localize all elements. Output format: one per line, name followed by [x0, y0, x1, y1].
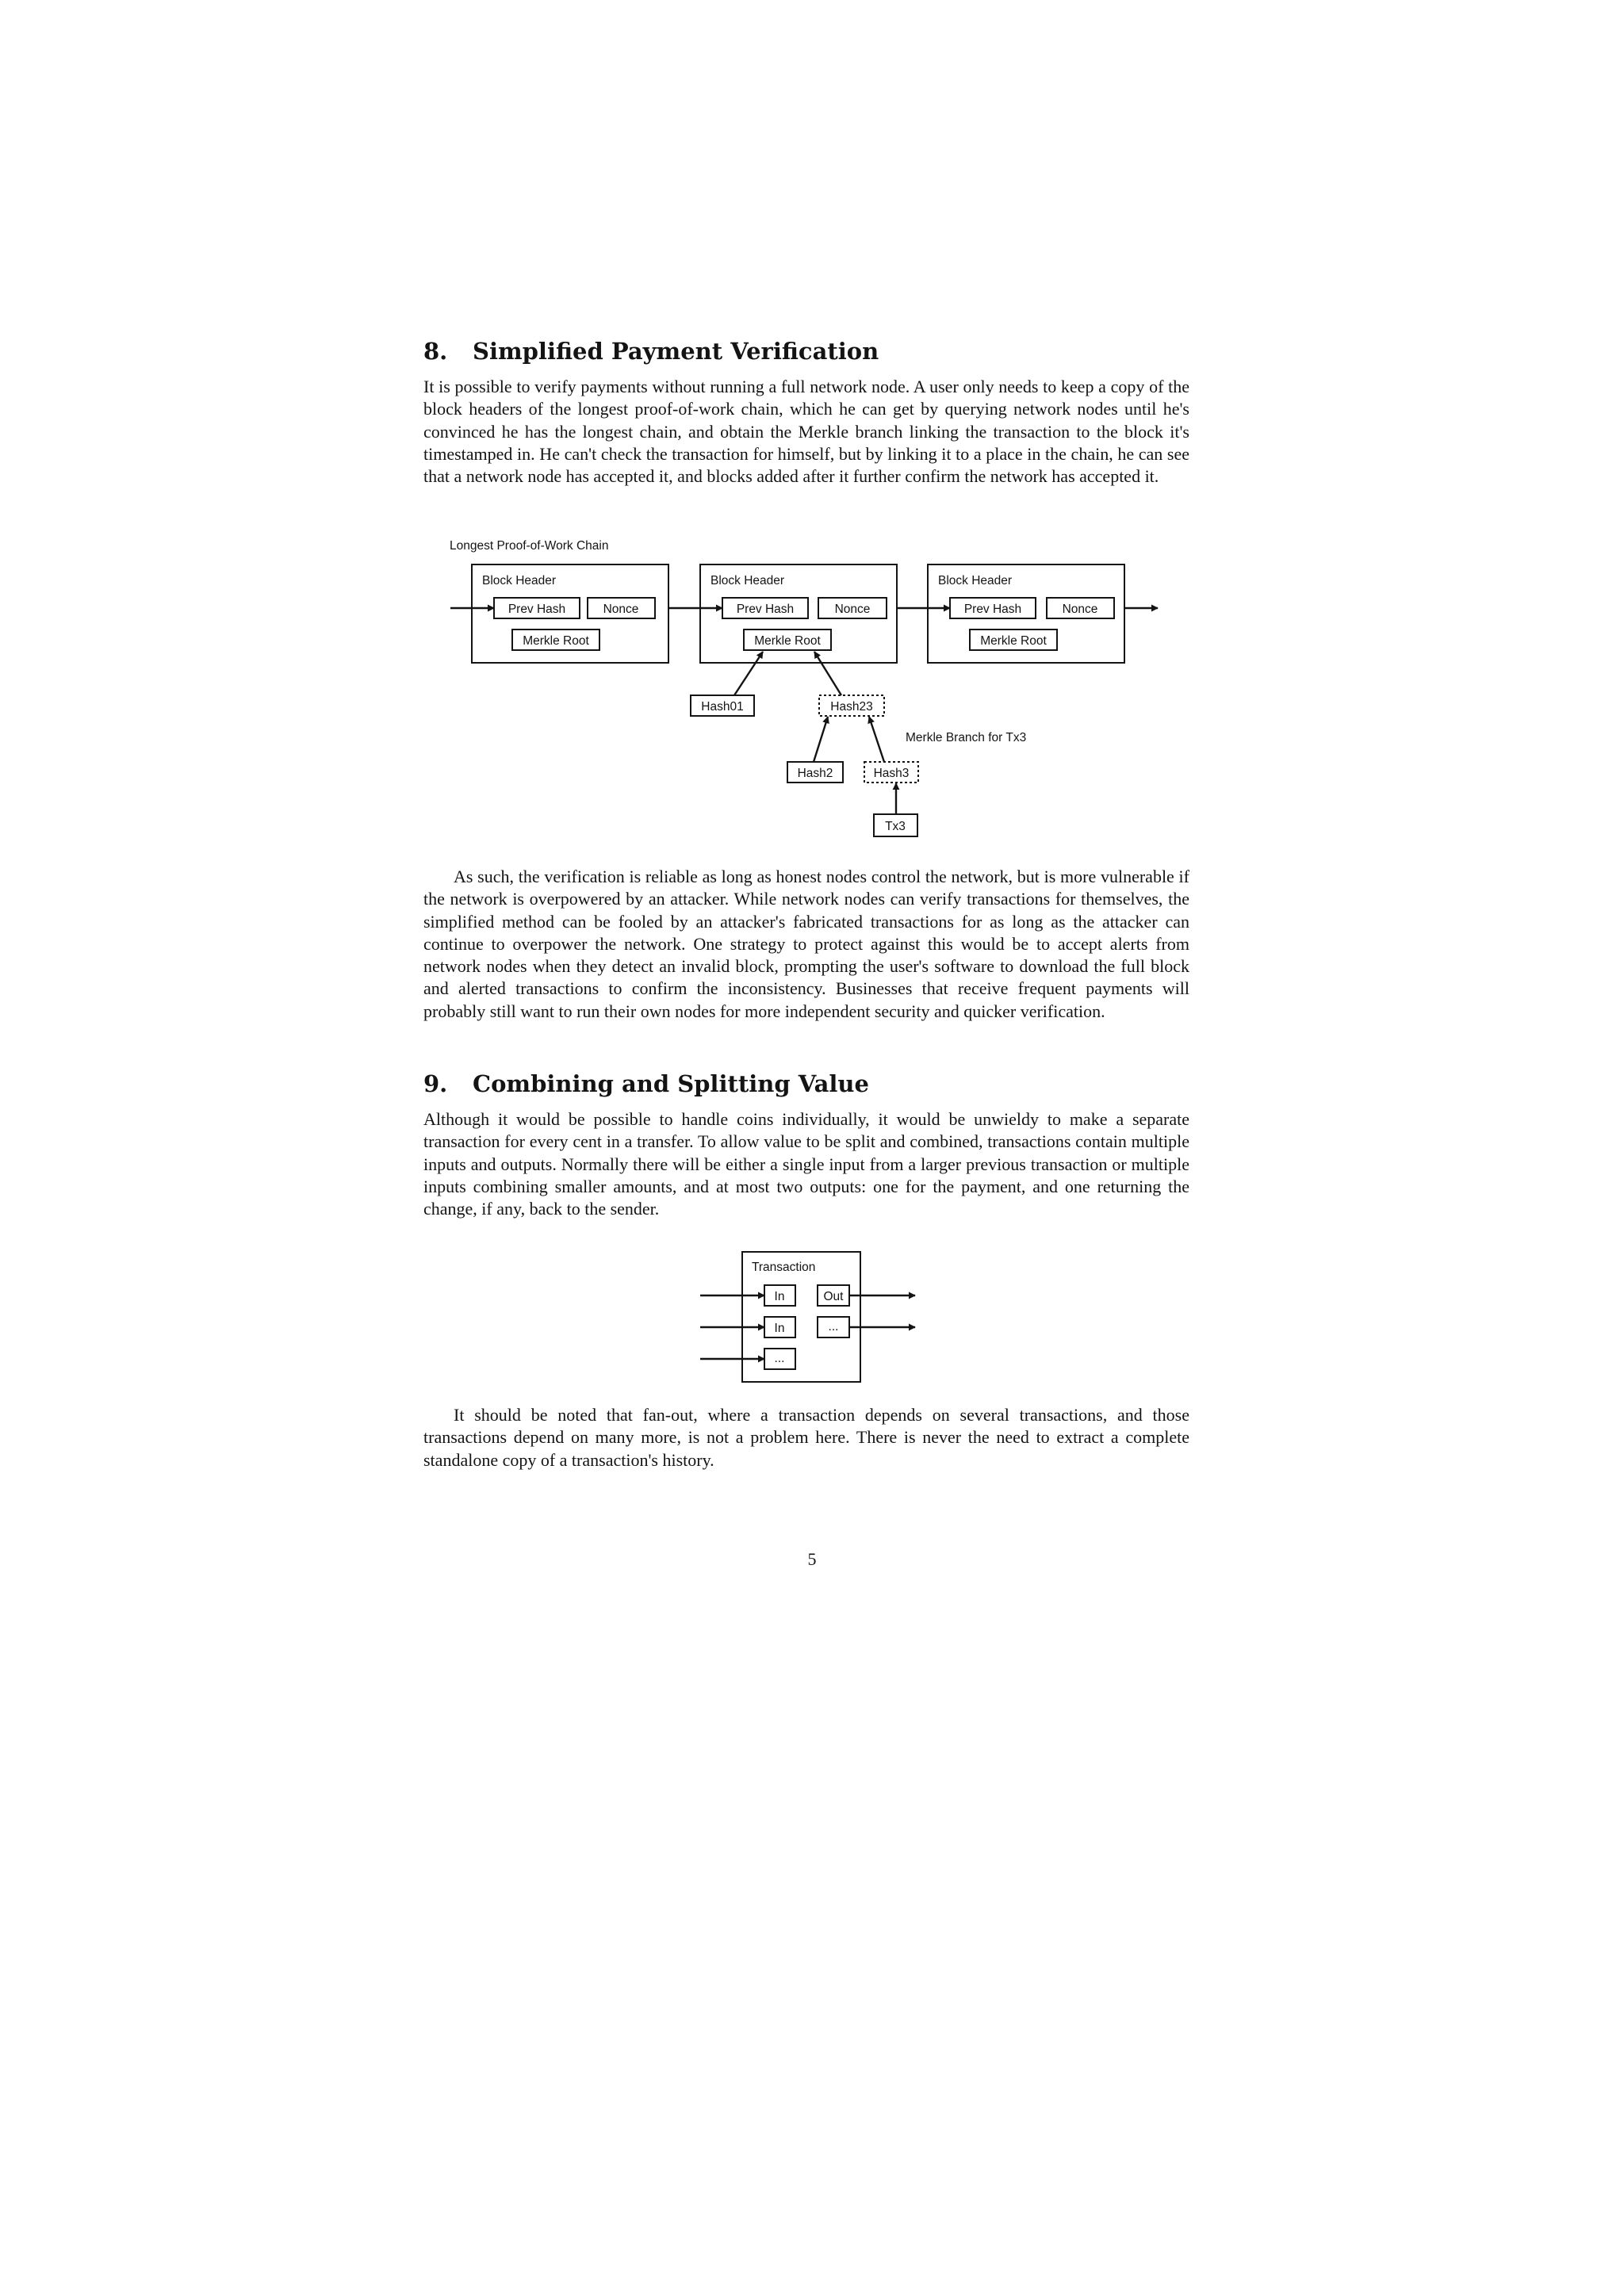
merkle-branch-label: Merkle Branch for Tx3 — [906, 731, 1027, 744]
block-3-header-label: Block Header — [938, 574, 1013, 587]
block-3-prev-hash: Prev Hash — [963, 603, 1022, 616]
section-8-title: Simplified Payment Verification — [473, 338, 879, 365]
hash01-label: Hash01 — [701, 700, 744, 714]
block-2-merkle-root: Merkle Root — [754, 634, 821, 648]
output-label-1: Out — [823, 1290, 844, 1303]
transaction-label: Transaction — [752, 1261, 816, 1274]
input-label-1: In — [774, 1290, 785, 1303]
output-ellipsis: ... — [828, 1320, 839, 1334]
input-ellipsis: ... — [774, 1352, 785, 1365]
section-9-paragraph-2: It should be noted that fan-out, where a transaction depends on several transactions, and those transactions depend on many more, is not a problem here. There is never the need to extract a complete standalone copy of a transaction's history. — [423, 1405, 1189, 1470]
block-3-nonce: Nonce — [1062, 603, 1098, 616]
page-number: 5 — [807, 1549, 817, 1569]
section-9-title: Combining and Splitting Value — [473, 1070, 869, 1097]
hash23-label: Hash23 — [830, 700, 873, 714]
section-9-paragraph-1: Although it would be possible to handle coins individually, it would be unwieldy to make a separate transaction for every cent in a transfer. To allow value to be split and combined, transactions contain multiple inputs and outputs. Normally there will be either a single input from a larger previous transaction or multiple inputs combining smaller amounts, and at most two outputs: one for the payment, and one returning the change, if any, back to the sender. — [423, 1109, 1189, 1219]
block-2-prev-hash: Prev Hash — [736, 603, 795, 616]
block-1-header-label: Block Header — [482, 574, 557, 587]
block-1-prev-hash: Prev Hash — [508, 603, 566, 616]
input-label-2: In — [774, 1322, 785, 1335]
block-1-merkle-root: Merkle Root — [523, 634, 589, 648]
section-9-number: 9. — [423, 1070, 448, 1097]
section-8-paragraph-2: As such, the verification is reliable as long as honest nodes control the network, but is more vulnerable if the network is overpowered by an attacker. While network nodes can verify transactions for themselves, the simplified method can be fooled by an attacker's fabricated transactions for as long as the attacker can continue to overpower the network. One strategy to protect against this would be to accept alerts from network nodes when they detect an invalid block, prompting the user's software to download the full block and alerted transactions to confirm the inconsistency. Businesses that receive frequent payments will probably still want to run their own nodes for more independent security and quicker verification. — [423, 867, 1189, 1021]
block-3-merkle-root: Merkle Root — [980, 634, 1047, 648]
hash3-label: Hash3 — [873, 767, 910, 780]
section-8-number: 8. — [423, 338, 448, 365]
tx3-label: Tx3 — [885, 820, 906, 833]
block-1-nonce: Nonce — [603, 603, 639, 616]
block-2-nonce: Nonce — [834, 603, 871, 616]
figure-1-caption: Longest Proof-of-Work Chain — [450, 539, 609, 553]
section-8-paragraph-1: It is possible to verify payments without running a full network node. A user only needs to keep a copy of the block headers of the longest proof-of-work chain, which he can get by querying network nodes until he's convinced he has the longest chain, and obtain the Merkle branch linking the transaction to the block it's timestamped in. He can't check the transaction for himself, but by linking it to a place in the chain, he can see that a network node has accepted it, and blocks added after it further confirm the network has accepted it. — [423, 377, 1189, 487]
hash2-label: Hash2 — [797, 767, 833, 780]
block-2-header-label: Block Header — [710, 574, 785, 587]
